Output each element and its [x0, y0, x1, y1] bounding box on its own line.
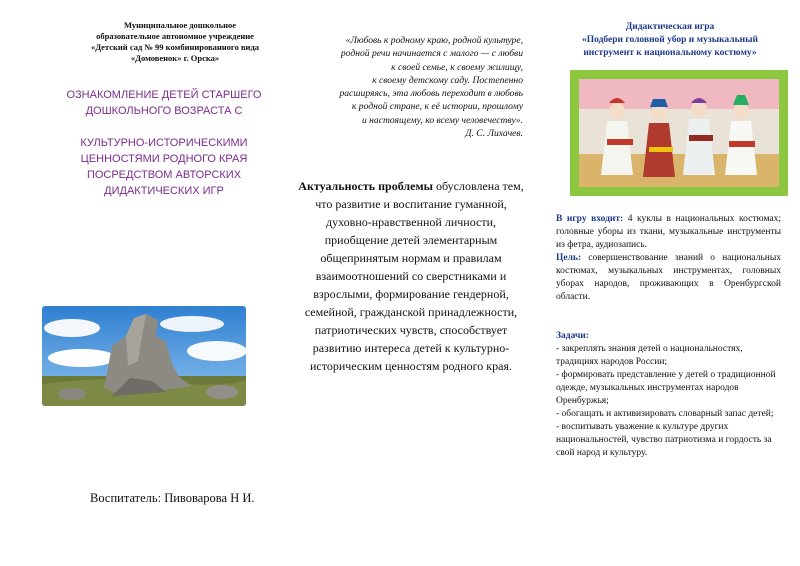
- task-item: - обогащать и активизировать словарный запас детей;: [556, 409, 774, 419]
- relevance-text: обусловлена тем, что развитие и воспитание гуманной, духовно-нравственной личности, приобщение детей элементарным общепринятым нормам и правилам взаимоотношений со сверстниками и взрослыми, формирование гендерной, семейной, гражданской принадлежности, патриотических чувств, способствует развитию интереса детей к культурно-историческим ценностям родного края.: [304, 179, 524, 373]
- game-info: [556, 213, 781, 304]
- teacher-name: Воспитатель: Пивоварова Н И.: [90, 491, 255, 505]
- title-line: ДОШКОЛЬНОГО ВОЗРАСТА С: [85, 105, 243, 117]
- tasks-label: Задачи:: [556, 331, 589, 341]
- institution-name: [60, 20, 290, 64]
- title-line: ОЗНАКОМЛЕНИЕ ДЕТЕЙ СТАРШЕГО: [66, 89, 262, 101]
- includes-label: В игру входит:: [556, 214, 624, 224]
- quote-line: «Любовь к родному краю, родной культуре,: [345, 35, 523, 46]
- game-title-line: инструмент к национальному костюму»: [583, 48, 757, 58]
- rock-landscape-photo: [42, 306, 246, 406]
- task-item: - формировать представление у детей о традиционной одежде, музыкальных инструментах народов Оренбуржья;: [556, 370, 776, 406]
- tasks-list: [556, 330, 784, 460]
- brochure-title: [55, 87, 273, 199]
- institution-line: «Детский сад № 99 комбинированного вида: [90, 42, 259, 52]
- title-line: КУЛЬТУРНО-ИСТОРИЧЕСКИМИ: [80, 137, 248, 149]
- institution-line: Муниципальное дошкольное: [123, 20, 237, 30]
- title-line: ДИДАКТИЧЕСКИХ ИГР: [104, 185, 224, 197]
- quote-line: расширяясь, эта любовь переходит в любовь: [339, 88, 523, 100]
- quote-line: и настоящему, ко всему человечеству».: [361, 114, 523, 126]
- game-title-line: Дидактическая игра: [625, 22, 715, 32]
- task-item: - воспитывать уважение к культуре других национальностей, чувство патриотизма и гордость за свой народ и культуру.: [556, 422, 772, 458]
- goal-block: [556, 252, 781, 304]
- quote-line: к своему детскому саду. Постепенно: [372, 74, 523, 86]
- institution-line: образовательное автономное учреждение: [96, 31, 254, 41]
- dolls-photo: [570, 70, 788, 196]
- quote-author: Д. С. Лихачев.: [465, 128, 523, 140]
- includes-block: [556, 213, 781, 252]
- relevance-paragraph: [297, 177, 525, 375]
- includes-text: 4 куклы в национальных костюмах; головные уборы из ткани, музыкальные инструменты из фетра, аудиозапись.: [556, 214, 781, 250]
- goal-label: Цель:: [556, 253, 582, 263]
- quote-line: к своей семье, к своему жилищу,: [391, 61, 523, 73]
- epigraph-quote: [300, 34, 523, 140]
- relevance-heading: Актуальность проблемы: [298, 179, 433, 193]
- goal-text: совершенствование знаний о национальных костюмах, музыкальных инструментах, головных уборах народов, проживающих в Оренбургской области.: [556, 253, 781, 302]
- task-item: - закреплять знания детей о национальностях, традициях народов России;: [556, 344, 743, 367]
- title-line: ЦЕННОСТЯМИ РОДНОГО КРАЯ: [80, 153, 248, 165]
- game-title-line: «Подбери головной убор и музыкальный: [582, 35, 758, 45]
- title-line: ПОСРЕДСТВОМ АВТОРСКИХ: [86, 169, 242, 181]
- quote-line: к родной стране, к её истории, прошлому: [351, 101, 523, 113]
- quote-line: родной речи начинается с малого — с любви: [340, 48, 523, 60]
- institution-line: «Домовенок» г. Орска»: [130, 53, 220, 63]
- game-title: [555, 21, 785, 60]
